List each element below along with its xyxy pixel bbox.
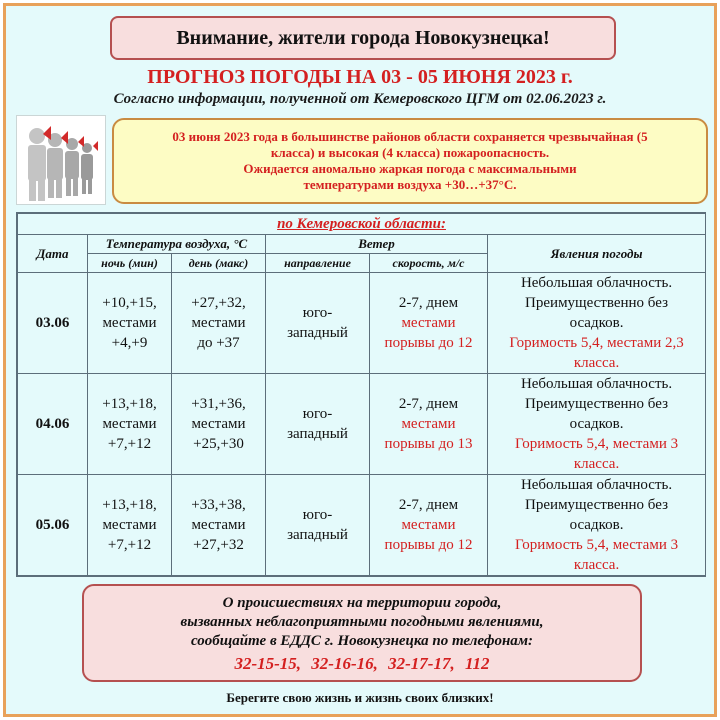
night-temp-line: местами — [102, 315, 157, 331]
header-wind: Ветер — [266, 235, 488, 254]
date-cell: 04.06 — [18, 374, 88, 475]
table-row — [18, 475, 706, 576]
phenomena-line: Преимущественно без — [525, 295, 669, 311]
night-temp-line: +7,+12 — [107, 436, 152, 452]
day-temp-line: +31,+36, — [191, 396, 246, 412]
wind-direction-line: западный — [287, 527, 348, 543]
fire-class-line: Горимость 5,4, местами 3 — [514, 436, 679, 452]
forecast-source: Согласно информации, полученной от Кемеровского ЦГМ от 02.06.2023 г. — [113, 91, 607, 107]
header-temperature: Температура воздуха, °С — [88, 235, 266, 254]
phenomena-cell — [488, 374, 706, 475]
header-direction: направление — [266, 254, 370, 273]
wind-gust-line: порывы до 12 — [384, 335, 473, 351]
day-temp-line: +27,+32, — [191, 295, 246, 311]
fire-class-line: Горимость 5,4, местами 2,3 — [509, 335, 684, 351]
phenomena-line: осадков. — [569, 416, 624, 432]
warning-line: температурами воздуха +30…+37°С. — [303, 177, 517, 192]
wind-direction-line: западный — [287, 426, 348, 442]
wind-direction-line: юго- — [302, 305, 333, 321]
wind-gust-line: местами — [401, 315, 456, 331]
megaphone-people-illustration — [16, 115, 106, 205]
header-day: день (макс) — [172, 254, 266, 273]
date-cell: 05.06 — [18, 475, 88, 576]
phone-numbers: 32-15-15, 32-16-16, 32-17-17, 112 — [234, 653, 490, 673]
fire-class-line: класса. — [573, 456, 620, 472]
alert-banner — [110, 16, 616, 60]
phenomena-line: Преимущественно без — [525, 396, 669, 412]
warning-line: класса) и высокая (4 класса) пожароопасность. — [270, 145, 550, 160]
phenomena-line: осадков. — [569, 315, 624, 331]
wind-direction-line: юго- — [302, 507, 333, 523]
phenomena-cell — [488, 273, 706, 374]
fire-class-line: класса. — [573, 355, 620, 371]
wind-speed-cell — [370, 273, 488, 374]
footer-slogan: Берегите свою жизнь и жизнь своих близких! — [226, 690, 494, 705]
megaphone-people-icon — [17, 116, 105, 204]
day-temp-line: до +37 — [197, 335, 240, 351]
wind-gust-line: порывы до 13 — [384, 436, 473, 452]
weather-notice-page — [3, 3, 717, 717]
fire-hazard-warning — [112, 118, 708, 204]
day-temp-line: +25,+30 — [193, 436, 244, 452]
night-temp-line: +13,+18, — [102, 396, 157, 412]
wind-direction-line: западный — [287, 325, 348, 341]
wind-speed-cell — [370, 475, 488, 576]
warning-line: Ожидается аномально жаркая погода с максимальными — [243, 161, 577, 176]
wind-direction-cell — [266, 374, 370, 475]
region-title: по Кемеровской области: — [18, 214, 706, 235]
phenomena-cell — [488, 475, 706, 576]
forecast-table — [17, 213, 706, 576]
fire-class-line: класса. — [573, 557, 620, 573]
wind-direction-cell — [266, 475, 370, 576]
wind-speed-cell — [370, 374, 488, 475]
day-temp-cell — [172, 374, 266, 475]
fire-class-line: Горимость 5,4, местами 3 — [514, 537, 679, 553]
wind-direction-line: юго- — [302, 406, 333, 422]
header-speed: скорость, м/с — [370, 254, 488, 273]
day-temp-line: +33,+38, — [191, 497, 246, 513]
day-temp-line: +27,+32 — [193, 537, 244, 553]
header-date: Дата — [18, 235, 88, 273]
night-temp-line: +7,+12 — [107, 537, 152, 553]
header-night: ночь (мин) — [88, 254, 172, 273]
day-temp-cell — [172, 475, 266, 576]
day-temp-line: местами — [191, 517, 246, 533]
report-line: вызванных неблагоприятными погодными явлениями, — [180, 613, 544, 630]
wind-gust-line: местами — [401, 517, 456, 533]
phenomena-line: Небольшая облачность. — [520, 477, 673, 493]
report-line: сообщайте в ЕДДС г. Новокузнецка по телефонам: — [190, 632, 534, 649]
day-temp-cell — [172, 273, 266, 374]
report-line: О происшествиях на территории города, — [222, 594, 502, 611]
night-temp-line: местами — [102, 517, 157, 533]
night-temp-line: +10,+15, — [102, 295, 157, 311]
day-temp-line: местами — [191, 416, 246, 432]
wind-direction-cell — [266, 273, 370, 374]
wind-speed-line: 2-7, днем — [398, 497, 459, 513]
table-row — [18, 374, 706, 475]
phenomena-line: Преимущественно без — [525, 497, 669, 513]
phenomena-line: Небольшая облачность. — [520, 376, 673, 392]
night-temp-line: +13,+18, — [102, 497, 157, 513]
phenomena-line: осадков. — [569, 517, 624, 533]
phenomena-line: Небольшая облачность. — [520, 275, 673, 291]
night-temp-cell — [88, 273, 172, 374]
forecast-table-wrap — [16, 212, 706, 577]
night-temp-line: +4,+9 — [111, 335, 148, 351]
table-row — [18, 273, 706, 374]
forecast-title: ПРОГНОЗ ПОГОДЫ НА 03 - 05 ИЮНЯ 2023 г. — [147, 66, 573, 88]
night-temp-cell — [88, 374, 172, 475]
date-cell: 03.06 — [18, 273, 88, 374]
wind-speed-line: 2-7, днем — [398, 295, 459, 311]
emergency-report-box — [82, 584, 642, 682]
warning-line: 03 июня 2023 года в большинстве районов области сохраняется чрезвычайная (5 — [172, 129, 648, 144]
header-phenomena: Явления погоды — [488, 235, 706, 273]
wind-speed-line: 2-7, днем — [398, 396, 459, 412]
day-temp-line: местами — [191, 315, 246, 331]
wind-gust-line: порывы до 12 — [384, 537, 473, 553]
wind-gust-line: местами — [401, 416, 456, 432]
night-temp-line: местами — [102, 416, 157, 432]
night-temp-cell — [88, 475, 172, 576]
alert-text: Внимание, жители города Новокузнецка! — [176, 26, 550, 49]
